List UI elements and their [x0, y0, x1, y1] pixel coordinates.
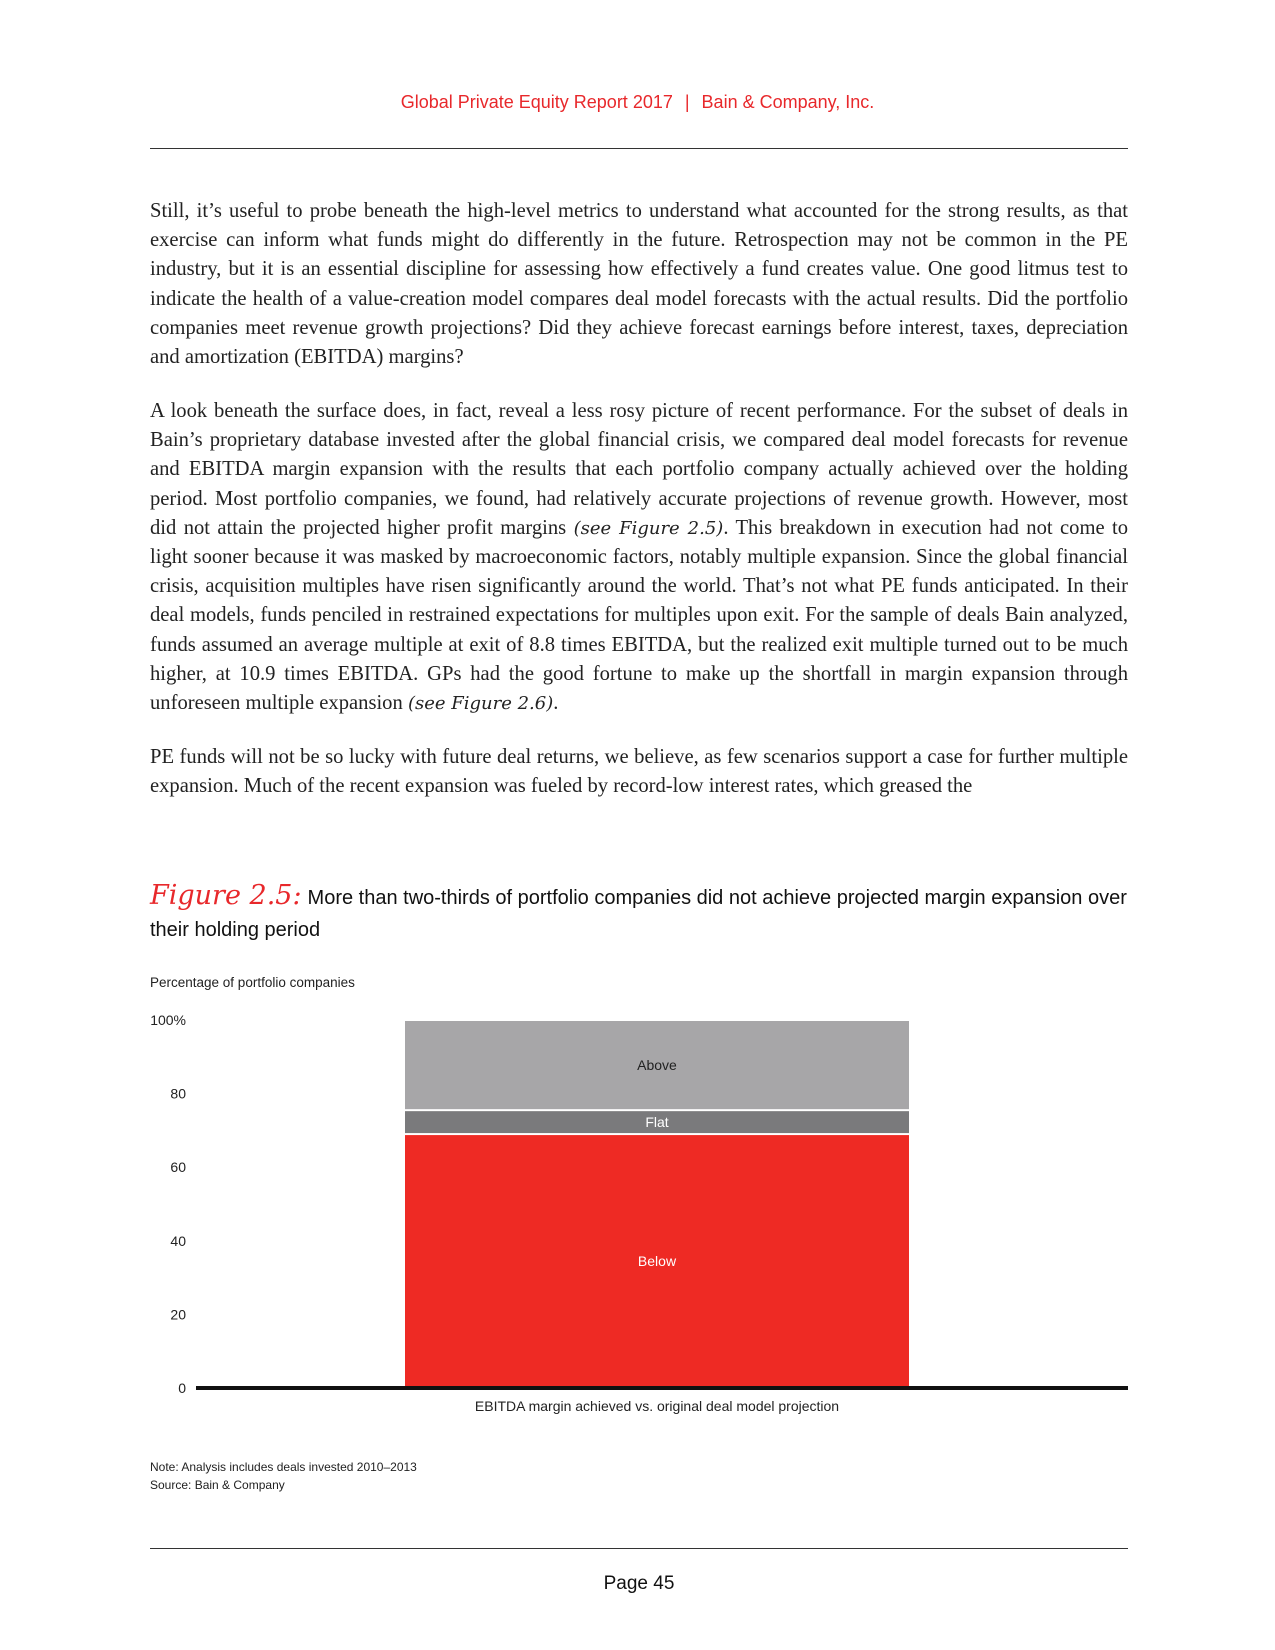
figure-label: Figure 2.5:: [150, 880, 302, 911]
y-tick-label: 60: [170, 1159, 186, 1176]
y-tick-label: 0: [178, 1380, 186, 1396]
chart-notes: [150, 1458, 417, 1494]
header-report-title: Global Private Equity Report 2017: [400, 92, 673, 112]
paragraph-2-text-a: A look beneath the surface does, in fact, reveal a less rosy picture of recent performance. For the subset of deals in Bain’s proprietary database invested after the global financial crisis, we compared deal model forecasts for revenue and EBITDA margin expansion with the results that each portfolio company actually achieved over the holding period. Most portfolio companies, we found, had relatively accurate projections of revenue growth. However, most did not attain the projected higher profit margins: [150, 400, 1128, 539]
page-number: Page 45: [603, 1573, 675, 1594]
segment-label-below: Below: [637, 1253, 677, 1270]
paragraph-3: PE funds will not be so lucky with future deal returns, we believe, as few scenarios support a case for further multiple expansion. Much of the recent expansion was fueled by record-low interest rates, which greased the: [150, 746, 1128, 798]
segment-label-above: Above: [637, 1057, 677, 1074]
figure-reference-2-5: (see Figure 2.5): [573, 517, 724, 539]
segment-label-flat: Flat: [645, 1114, 669, 1131]
figure-title-text: More than two-thirds of portfolio companies did not achieve projected margin expansion over their holding period: [150, 887, 1127, 941]
y-tick-label: 100%: [150, 1012, 186, 1028]
paragraph-2-text-b: . This breakdown in execution had not come to light sooner because it was masked by macroeconomic factors, notably multiple expansion. Since the global financial crisis, acquisition multiples have risen significantly around the world. That’s not what PE funds anticipated. In their deal models, funds penciled in restrained expectations for multiples upon exit. For the sample of deals Bain analyzed, funds assumed an average multiple at exit of 8.8 times EBITDA, but the realized exit multiple turned out to be much higher, at 10.9 times EBITDA. GPs had the good fortune to make up the shortfall in margin expansion through unforeseen multiple expansion: [150, 516, 1129, 715]
y-tick-label: 80: [170, 1085, 186, 1102]
note-text: Note: Analysis includes deals invested 2010–2013: [150, 1460, 417, 1474]
paragraph-1: Still, it’s useful to probe beneath the high-level metrics to understand what accounted for the strong results, as that exercise can inform what funds might do differently in the future. Retrospection may not be common in the PE industry, but it is an essential discipline for assessing how effectively a fund creates value. One good litmus test to indicate the health of a value-creation model compares deal model forecasts with the actual results. Did the portfolio companies meet revenue growth projections? Did they achieve forecast earnings before interest, taxes, depreciation and amortization (EBITDA) margins?: [150, 200, 1128, 369]
y-axis-title: Percentage of portfolio companies: [150, 975, 355, 990]
y-tick-label: 20: [170, 1306, 186, 1323]
header-separator: |: [684, 92, 690, 112]
header-company: Bain & Company, Inc.: [701, 92, 875, 112]
footer-rule: [150, 1548, 1128, 1549]
source-text: Source: Bain & Company: [150, 1478, 285, 1492]
figure-reference-2-6: (see Figure 2.6): [407, 693, 554, 715]
y-tick-label: 40: [170, 1232, 186, 1249]
paragraph-2-text-c: .: [553, 692, 559, 715]
x-axis-label: EBITDA margin achieved vs. original deal model projection: [474, 1398, 840, 1414]
